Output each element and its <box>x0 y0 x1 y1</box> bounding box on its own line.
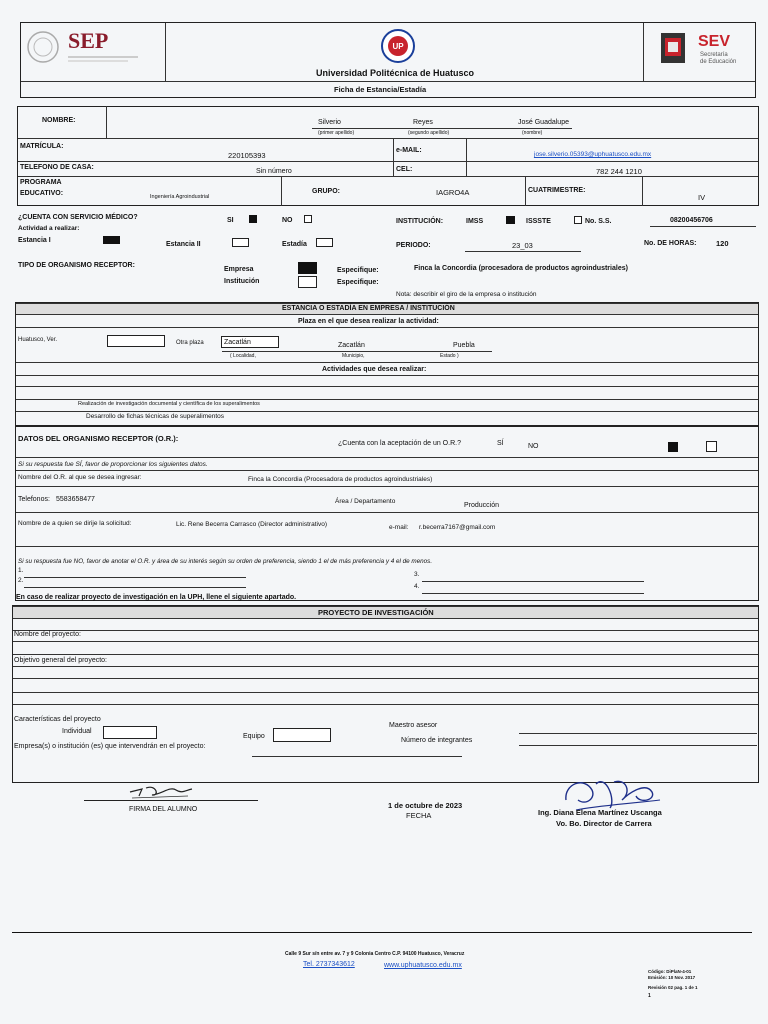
sev-sub1: Secretaría <box>700 52 728 58</box>
empresas-label: Empresa(s) o institución (es) que intervendrán en el proyecto: <box>14 743 206 750</box>
tipo-organismo-label: TIPO DE ORGANISMO RECEPTOR: <box>18 262 135 269</box>
nss-label: No. S.S. <box>585 218 612 225</box>
estancia-title: ESTANCIA O ESTADÍA EN EMPRESA / INSTITUCIÓN <box>282 305 455 312</box>
datos-or-frame <box>15 426 759 601</box>
matricula-label: MATRÍCULA: <box>20 143 64 150</box>
telefono-value: Sin número <box>256 168 292 175</box>
matricula-value: 220105393 <box>228 151 266 160</box>
name-underline <box>312 128 572 129</box>
cuatrimestre-label: CUATRIMESTRE: <box>528 187 586 194</box>
pref-3: 3. <box>414 571 420 578</box>
student-signature-icon <box>126 780 196 802</box>
pref-4-line <box>422 593 644 594</box>
datos-or-line4 <box>16 512 758 513</box>
datos-or-line2 <box>16 470 758 471</box>
first-surname: Silverio <box>318 119 341 126</box>
given-names: José Guadalupe <box>518 119 569 126</box>
cel-label: CEL: <box>396 166 413 173</box>
svg-text:UP: UP <box>392 42 404 51</box>
estancia2-checkbox[interactable] <box>232 238 249 247</box>
nota-text: Nota: describir el giro de la empresa o institución <box>396 291 537 298</box>
issste-checkbox[interactable] <box>574 216 582 224</box>
caracteristicas-label: Características del proyecto <box>14 716 101 723</box>
inv-line7 <box>13 704 758 705</box>
fecha-label: FECHA <box>406 811 432 820</box>
footer-line <box>12 932 752 933</box>
actividades-line2 <box>16 386 758 387</box>
datos-or-no-checkbox[interactable] <box>706 441 717 452</box>
form-title: Ficha de Estancia/Estadía <box>334 85 427 94</box>
especifique1-label: Especifique: <box>337 267 379 274</box>
maestro-label: Maestro asesor <box>389 722 438 729</box>
equipo-checkbox[interactable] <box>273 728 331 742</box>
student-row3 <box>18 176 758 177</box>
university-name: Universidad Politécnica de Huatusco <box>316 68 475 78</box>
estancia2-label: Estancia II <box>166 241 201 248</box>
datos-or-line5 <box>16 546 758 547</box>
plaza-title: Plaza en el que desea realizar la actividad: <box>298 318 439 325</box>
director-name: Ing. Diana Elena Martínez Uscanga <box>538 808 662 817</box>
no-instruction: Si su respuesta fue NO, favor de anotar el O.R. y área de su interés según su orden de preferencia, siendo 1 el de más preferencia y 4 el de menos. <box>18 558 433 565</box>
grupo-value: IAGRO4A <box>436 188 470 197</box>
student-row2 <box>18 161 758 162</box>
periodo-label: PERIODO: <box>396 242 431 249</box>
datos-or-no: NO <box>528 443 539 450</box>
pref-4: 4. <box>414 583 420 590</box>
email-label: e-MAIL: <box>396 147 422 154</box>
cuatri-divider <box>642 176 643 206</box>
inv-line6 <box>13 692 758 693</box>
individual-label: Individual <box>62 728 92 735</box>
estancia1-checkbox[interactable] <box>103 236 120 244</box>
estado-caption: Estado ) <box>440 353 459 359</box>
footer-address: Calle 9 Sur s/n entre av. 7 y 9 Colonia Centro C.P. 94100 Huatusco, Veracruz <box>285 951 465 957</box>
or-area-label: Área / Departamento <box>335 498 396 505</box>
periodo-value: 23_03 <box>512 241 533 250</box>
localidad-value: Zacatlán <box>224 339 251 346</box>
empresa-description: Finca la Concordia (procesadora de productos agroindustriales) <box>414 265 628 272</box>
individual-checkbox[interactable] <box>103 726 157 739</box>
estadia-checkbox[interactable] <box>316 238 333 247</box>
inv-line2 <box>13 641 758 642</box>
student-email[interactable]: jose.silverio.05393@uphuatusco.edu.mx <box>534 151 652 158</box>
datos-or-question: ¿Cuenta con la aceptación de un O.R.? <box>338 440 461 447</box>
programa-label-2: EDUCATIVO: <box>20 190 64 197</box>
inv-objetivo-label: Objetivo general del proyecto: <box>14 657 107 664</box>
horas-value: 120 <box>716 239 729 248</box>
footer-code-4: 1 <box>648 993 651 999</box>
datos-or-si: SÍ <box>497 440 504 447</box>
datos-or-si-checkbox[interactable] <box>668 442 678 452</box>
medical-question: ¿CUENTA CON SERVICIO MÉDICO? <box>18 214 138 221</box>
medical-si-checkbox[interactable] <box>249 215 257 223</box>
especifique2-label: Especifique: <box>337 279 379 286</box>
inv-line1 <box>13 630 758 631</box>
localidad-caption: ( Localidad, <box>230 353 256 359</box>
otra-plaza-label: Otra plaza <box>176 340 204 346</box>
medical-no-label: NO <box>282 217 293 224</box>
programa-label-1: PROGRAMA <box>20 179 62 186</box>
footer-tel[interactable]: Tel. 2737343612 <box>303 961 355 968</box>
municipio-caption: Municipio, <box>342 353 365 359</box>
second-surname: Reyes <box>413 119 433 126</box>
or-email-value[interactable]: r.becerra7167@gmail.com <box>419 524 496 531</box>
student-col-divider <box>106 106 107 138</box>
horas-label: No. DE HORAS: <box>644 240 697 247</box>
inv-line4 <box>13 666 758 667</box>
empresa-label: Empresa <box>224 266 254 273</box>
pref-1-line <box>24 577 246 578</box>
sev-sub2: de Educación <box>700 59 737 65</box>
pref-2: 2. <box>18 577 24 584</box>
huatusco-checkbox[interactable] <box>107 335 165 347</box>
sep-logo-text: SEP <box>68 28 109 53</box>
estado-value: Puebla <box>453 342 475 349</box>
header-divider-left <box>165 23 166 81</box>
student-mid-divider <box>393 138 394 176</box>
header-divider-right <box>643 23 644 81</box>
institucion-label: INSTITUCIÓN: <box>396 218 444 225</box>
or-dirige-label: Nombre de a quien se dirije la solicitud: <box>18 520 132 527</box>
actividades-line-top <box>16 362 758 363</box>
actividades-title: Actividades que desea realizar: <box>322 366 427 373</box>
sep-emblem-icon <box>26 30 60 64</box>
director-role: Vo. Bo. Director de Carrera <box>556 819 652 828</box>
or-nombre-value: Finca la Concordia (Procesadora de productos agroindustriales) <box>248 476 433 483</box>
plaza-underline <box>222 351 492 352</box>
nss-value: 08200456706 <box>670 217 713 224</box>
or-dirige-value: Lic. Rene Becerra Carrasco (Director administrativo) <box>176 521 327 528</box>
inv-nombre-label: Nombre del proyecto: <box>14 631 81 638</box>
municipio-value: Zacatlán <box>338 342 365 349</box>
or-email-label: e-mail: <box>389 524 409 531</box>
sep-logo <box>24 28 154 68</box>
actividad-2: Desarrollo de fichas técnicas de superalimentos <box>86 413 225 420</box>
student-row1 <box>18 138 758 139</box>
telefono-label: TELEFONO DE CASA: <box>20 164 94 171</box>
grupo-divider-r <box>525 176 526 206</box>
nombre-label: NOMBRE: <box>42 117 76 124</box>
medical-si-label: SI <box>227 217 234 224</box>
equipo-label: Equipo <box>243 733 265 740</box>
cuatrimestre-value: IV <box>698 193 706 202</box>
issste-label: ISSSTE <box>526 218 551 225</box>
student-signature-line <box>84 800 258 801</box>
medical-no-checkbox[interactable] <box>304 215 312 223</box>
integrantes-line <box>519 745 757 746</box>
pref-3-line <box>422 581 644 582</box>
first-surname-caption: (primer apellido) <box>318 130 355 136</box>
imss-checkbox[interactable] <box>506 216 515 224</box>
header-line1 <box>21 81 755 82</box>
datos-or-line1 <box>16 457 758 458</box>
si-instruction: Si su respuesta fue SÍ, favor de proporcionar los siguientes datos. <box>18 461 208 468</box>
inv-line5 <box>13 678 758 679</box>
or-telefonos-value: 5583658477 <box>56 496 95 503</box>
student-email-divider <box>466 138 467 176</box>
periodo-underline <box>465 251 581 252</box>
uph-logo <box>380 28 416 64</box>
grupo-divider-l <box>281 176 282 206</box>
integrantes-label: Número de integrantes <box>401 737 473 744</box>
footer-code-2: Emisión: 10 Nov. 2017 <box>648 975 696 980</box>
datos-or-line3 <box>16 486 758 487</box>
estadia-label: Estadía <box>282 241 307 248</box>
investigacion-note: En caso de realizar proyecto de investigación en la UPH, llene el siguiente apartado. <box>16 594 297 601</box>
estancia1-label: Estancia I <box>18 237 51 244</box>
firma-alumno-label: FIRMA DEL ALUMNO <box>129 806 198 813</box>
sev-logo <box>656 28 752 68</box>
footer-code-3: Revisión 02 pag. 1 de 1 <box>648 985 698 990</box>
sev-crest-icon <box>658 30 688 66</box>
uph-emblem-icon <box>380 28 416 64</box>
footer-code-1: Código: DiPlaN-4-01 <box>648 969 692 974</box>
second-surname-caption: (segundo apellido) <box>408 130 450 136</box>
activity-label: Actividad a realizar: <box>18 225 80 232</box>
actividades-line3 <box>16 399 758 400</box>
actividad-1: Realización de investigación documental y científica de los superalimentos <box>78 401 260 407</box>
datos-or-title: DATOS DEL ORGANISMO RECEPTOR (O.R.): <box>18 434 179 443</box>
or-telefonos-label: Telefonos: <box>18 496 50 503</box>
huatusco-label: Huatusco, Ver. <box>18 337 58 343</box>
institucion-tipo-label: Institución <box>224 278 260 285</box>
actividades-line4 <box>16 411 758 412</box>
sev-logo-text: SEV <box>698 33 731 50</box>
institucion-checkbox[interactable] <box>298 276 317 288</box>
programa-value: Ingeniería Agroindustrial <box>150 194 210 200</box>
footer-web[interactable]: www.uphuatusco.edu.mx <box>384 962 462 969</box>
or-nombre-label: Nombre del O.R. al que se desea ingresar: <box>18 474 142 481</box>
empresas-line <box>252 756 462 757</box>
grupo-label: GRUPO: <box>312 188 340 195</box>
empresa-checkbox[interactable] <box>298 262 317 274</box>
maestro-line <box>519 733 757 734</box>
actividades-line1 <box>16 375 758 376</box>
or-area-value: Producción <box>464 502 500 509</box>
fecha-value: 1 de octubre de 2023 <box>388 801 463 810</box>
imss-label: IMSS <box>466 218 484 225</box>
given-caption: (nombre) <box>522 130 543 136</box>
pref-1: 1. <box>18 567 24 574</box>
inv-line3 <box>13 654 758 655</box>
plaza-title-line <box>16 327 758 328</box>
cel-value: 782 244 1210 <box>596 167 642 176</box>
investigacion-title: PROYECTO DE INVESTIGACIÓN <box>318 608 434 617</box>
pref-2-line <box>24 587 246 588</box>
nss-underline <box>650 226 756 227</box>
